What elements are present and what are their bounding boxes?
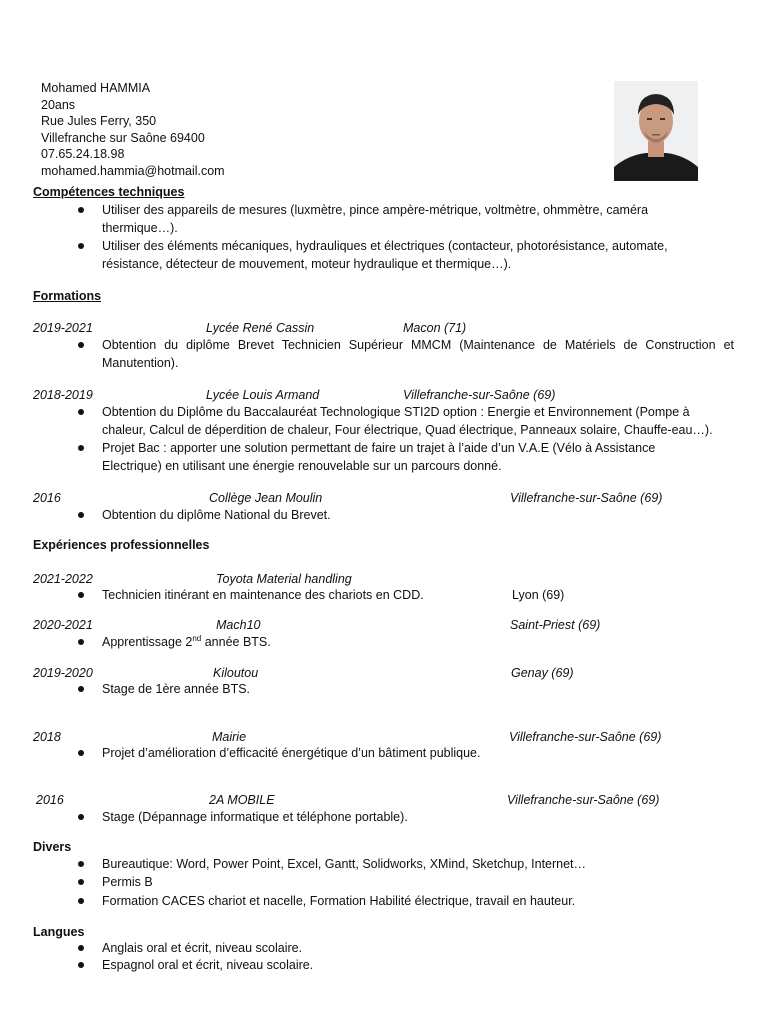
- experience-years: 2021-2022: [33, 572, 93, 586]
- experience-place: Genay (69): [511, 666, 574, 680]
- bullet: [78, 207, 84, 213]
- bullet: [78, 945, 84, 951]
- experience-item: [102, 633, 271, 651]
- bullet: [78, 861, 84, 867]
- formation-place: Macon (71): [403, 321, 467, 335]
- section-title-langues: Langues: [33, 925, 85, 939]
- experience-item: Technicien itinérant en maintenance des chariots en CDD.: [102, 588, 424, 602]
- formation-school: Lycée Louis Armand: [206, 388, 320, 402]
- divers-item: Permis B: [102, 875, 153, 889]
- bullet: [78, 639, 84, 645]
- email-address: mohamed.hammia@hotmail.com: [41, 163, 225, 178]
- experience-years: 2019-2020: [33, 666, 93, 680]
- bullet: [78, 879, 84, 885]
- bullet: [78, 962, 84, 968]
- experience-place: Saint-Priest (69): [510, 618, 601, 632]
- divers-item: Formation CACES chariot et nacelle, Formation Habilité électrique, travail en hauteur.: [102, 894, 576, 908]
- formation-item: Obtention du diplôme National du Brevet.: [102, 508, 331, 522]
- section-title-competences: Compétences techniques: [33, 185, 185, 199]
- experience-item: Projet d’amélioration d’efficacité énergétique d’un bâtiment publique.: [102, 746, 481, 760]
- experience-years: 2020-2021: [33, 618, 93, 632]
- experience-company: Kiloutou: [213, 666, 259, 680]
- experience-company: Mach10: [216, 618, 261, 632]
- formation-item: Obtention du Diplôme du Baccalauréat Technologique STI2D option : Energie et Environnement (Pompe à chaleur, Calcul de déperdition de chaleur, Four électrique, Quad électrique, Panneaux solaire, Chauffe-eau…).: [102, 405, 713, 437]
- bullet: [78, 592, 84, 598]
- competence-item: Utiliser des appareils de mesures (luxmètre, pince ampère-métrique, voltmètre, ohmmètre, caméra thermique…).: [102, 203, 649, 235]
- person-portrait-icon: [614, 81, 698, 181]
- phone-number: 07.65.24.18.98: [41, 147, 125, 161]
- formation-item: Obtention du diplôme Brevet Technicien Supérieur MMCM (Maintenance de Matériels de Construction et Manutention).: [102, 338, 734, 370]
- formation-place: Villefranche-sur-Saône (69): [510, 491, 663, 505]
- experience-place: Villefranche-sur-Saône (69): [509, 730, 662, 744]
- langue-item: Anglais oral et écrit, niveau scolaire.: [102, 941, 303, 955]
- experience-place: Lyon (69): [512, 588, 565, 602]
- formation-school: Collège Jean Moulin: [209, 491, 323, 505]
- experience-years: 2016: [36, 793, 64, 807]
- bullet: [78, 750, 84, 756]
- bullet: [78, 686, 84, 692]
- competence-item: Utiliser des éléments mécaniques, hydrauliques et électriques (contacteur, photorésistance, automate, résistance, détecteur de mouvement, moteur hydraulique et thermique…).: [102, 239, 668, 271]
- candidate-name: Mohamed HAMMIA: [41, 81, 151, 95]
- formation-years: 2016: [33, 491, 61, 505]
- bullet: [78, 445, 84, 451]
- candidate-age: 20ans: [41, 97, 76, 112]
- experience-years: 2018: [33, 730, 61, 744]
- bullet: [78, 342, 84, 348]
- bullet: [78, 409, 84, 415]
- experience-company: Mairie: [212, 730, 247, 744]
- experience-item: Stage (Dépannage informatique et téléphone portable).: [102, 810, 408, 824]
- bullet: [78, 243, 84, 249]
- bullet: [78, 898, 84, 904]
- divers-item: Bureautique: Word, Power Point, Excel, Gantt, Solidworks, XMind, Sketchup, Internet…: [102, 857, 587, 871]
- experience-item-text: année BTS.: [201, 635, 271, 649]
- section-title-formations: Formations: [33, 289, 102, 303]
- profile-photo: [614, 81, 698, 181]
- experience-item-text: Apprentissage 2: [102, 635, 193, 649]
- formation-place: Villefranche-sur-Saône (69): [403, 388, 556, 402]
- experience-item: Stage de 1ère année BTS.: [102, 682, 251, 696]
- superscript: nd: [192, 633, 202, 643]
- address-street: Rue Jules Ferry, 350: [41, 114, 157, 128]
- experience-place: Villefranche-sur-Saône (69): [507, 793, 660, 807]
- identity-block: [41, 80, 225, 179]
- bullet: [78, 512, 84, 518]
- address-city: Villefranche sur Saône 69400: [41, 130, 205, 145]
- langue-item: Espagnol oral et écrit, niveau scolaire.: [102, 958, 314, 972]
- section-title-divers: Divers: [33, 840, 72, 854]
- section-title-experiences: Expériences professionnelles: [33, 538, 210, 552]
- formation-school: Lycée René Cassin: [206, 321, 315, 335]
- bullet: [78, 814, 84, 820]
- experience-company: 2A MOBILE: [209, 793, 275, 807]
- formation-years: 2019-2021: [33, 321, 93, 335]
- formation-item: Projet Bac : apporter une solution permettant de faire un trajet à l’aide d’un V.A.E (Vélo à Assistance Electrique) en utilisant une énergie renouvelable sur un parcours donné.: [102, 441, 656, 473]
- formation-years: 2018-2019: [33, 388, 93, 402]
- experience-company: Toyota Material handling: [216, 572, 352, 586]
